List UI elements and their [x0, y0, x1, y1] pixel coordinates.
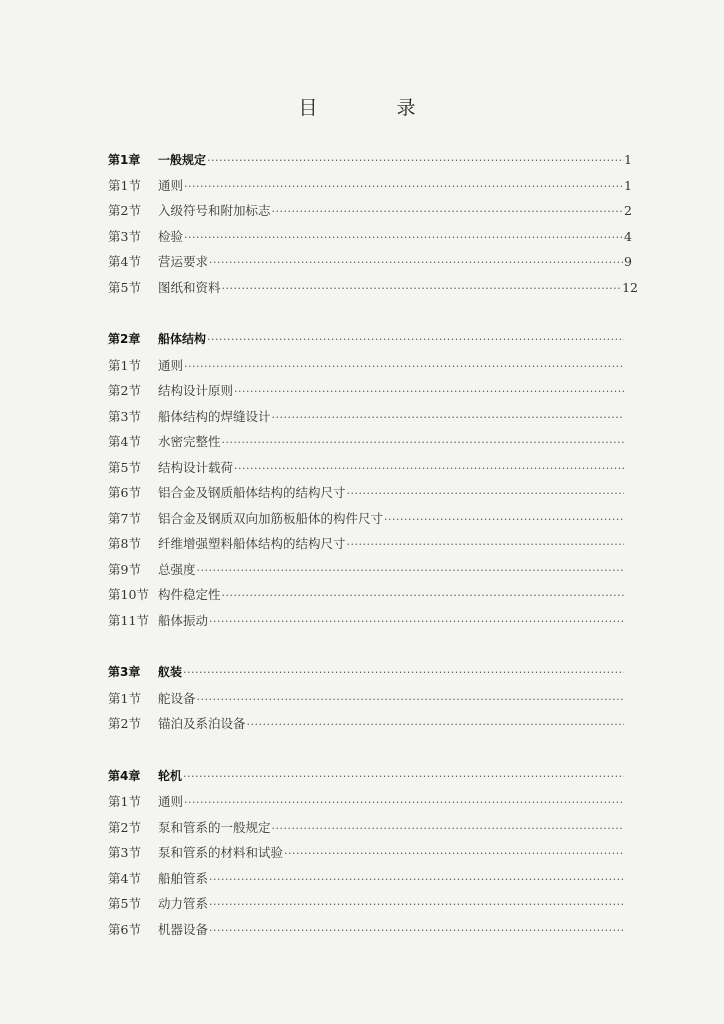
- toc-section-row[interactable]: [108, 840, 638, 866]
- chapter-number: 第2章: [108, 332, 141, 346]
- section-number: 第11节: [108, 612, 149, 628]
- toc-section-row[interactable]: [108, 249, 638, 275]
- section-number: 第1节: [108, 177, 141, 193]
- toc-section-row[interactable]: [108, 275, 638, 301]
- page-number: 1: [624, 152, 632, 167]
- dot-leader: [208, 918, 624, 944]
- section-number: 第9节: [108, 561, 141, 577]
- toc-section-row[interactable]: [108, 506, 638, 532]
- page-title: 目 录: [298, 97, 446, 119]
- section-number: 第2节: [108, 203, 141, 218]
- toc-chapter-row[interactable]: [108, 764, 638, 790]
- section-title: 检验: [158, 228, 184, 244]
- section-number: 第2节: [108, 383, 141, 398]
- chapter-title: 一般规定: [158, 153, 207, 167]
- toc-section-row[interactable]: [108, 480, 638, 506]
- chapter-gap: [108, 737, 638, 764]
- toc-section-row[interactable]: [108, 686, 638, 712]
- dot-leader: [182, 764, 624, 790]
- section-number: 第6节: [108, 921, 141, 937]
- dot-leader: [271, 405, 624, 431]
- section-title: 纤维增强塑料船体结构的结构尺寸: [158, 536, 346, 551]
- chapter-number: 第1章: [108, 153, 141, 167]
- toc-section-row[interactable]: [108, 455, 638, 481]
- section-title: 通则: [158, 177, 184, 193]
- toc-section-row[interactable]: [108, 582, 638, 608]
- dot-leader: [233, 379, 624, 405]
- dot-leader: [283, 841, 624, 867]
- section-title: 铝合金及钢质双向加筋板船体的构件尺寸: [158, 510, 384, 526]
- chapter-number: 第3章: [108, 665, 141, 679]
- chapter-gap: [108, 633, 638, 660]
- toc-section-row[interactable]: [108, 815, 638, 841]
- section-title: 船体结构的焊缝设计: [158, 408, 271, 424]
- page-number: 1: [624, 177, 632, 193]
- dot-leader: [206, 327, 624, 353]
- toc-section-row[interactable]: [108, 789, 638, 815]
- section-number: 第2节: [108, 716, 141, 731]
- section-title: 机器设备: [158, 921, 209, 937]
- section-title: 图纸和资料: [158, 279, 221, 295]
- section-title: 船舶管系: [158, 870, 209, 886]
- dot-leader: [196, 687, 624, 713]
- section-number: 第7节: [108, 510, 141, 526]
- chapter-block-1: [108, 147, 638, 300]
- toc-section-row[interactable]: [108, 353, 638, 379]
- chapter-block-3: [108, 660, 638, 737]
- section-title: 入级符号和附加标志: [158, 203, 271, 218]
- toc-section-row[interactable]: [108, 711, 638, 737]
- section-number: 第6节: [108, 485, 141, 500]
- dot-leader: [183, 225, 624, 251]
- section-number: 第10节: [108, 587, 149, 602]
- section-title: 铝合金及钢质船体结构的结构尺寸: [158, 485, 346, 500]
- section-number: 第3节: [108, 845, 141, 860]
- dot-leader: [183, 354, 624, 380]
- section-title: 水密完整性: [158, 434, 221, 449]
- section-number: 第1节: [108, 794, 141, 809]
- chapter-block-4: [108, 764, 638, 943]
- toc-section-row[interactable]: [108, 917, 638, 943]
- chapter-title: 船体结构: [158, 332, 207, 346]
- toc-section-row[interactable]: [108, 608, 638, 634]
- chapter-number: 第4章: [108, 768, 141, 783]
- section-number: 第4节: [108, 254, 141, 269]
- dot-leader: [221, 583, 624, 609]
- dot-leader: [383, 507, 624, 533]
- section-number: 第1节: [108, 357, 141, 373]
- dot-leader: [208, 609, 624, 635]
- section-number: 第5节: [108, 459, 141, 475]
- section-title: 泵和管系的材料和试验: [158, 845, 284, 860]
- section-title: 通则: [158, 794, 184, 809]
- section-number: 第1节: [108, 690, 141, 706]
- dot-leader: [182, 660, 624, 686]
- toc-section-row[interactable]: [108, 404, 638, 430]
- section-title: 构件稳定性: [158, 587, 221, 602]
- toc-section-row[interactable]: [108, 429, 638, 455]
- toc-section-row[interactable]: [108, 173, 638, 199]
- dot-leader: [196, 558, 624, 584]
- toc-section-row[interactable]: [108, 866, 638, 892]
- toc-section-row[interactable]: [108, 557, 638, 583]
- page-number: 12: [622, 279, 638, 295]
- dot-leader: [183, 174, 624, 200]
- dot-leader: [346, 481, 624, 507]
- dot-leader: [208, 892, 624, 918]
- page-number: 2: [624, 203, 632, 218]
- section-title: 结构设计原则: [158, 383, 234, 398]
- dot-leader: [208, 867, 624, 893]
- section-title: 营运要求: [158, 254, 209, 269]
- section-title: 泵和管系的一般规定: [158, 819, 271, 835]
- table-of-contents: [108, 147, 638, 942]
- dot-leader: [221, 276, 623, 302]
- section-number: 第3节: [108, 228, 141, 244]
- dot-leader: [183, 790, 624, 816]
- dot-leader: [233, 456, 624, 482]
- section-number: 第3节: [108, 408, 141, 424]
- section-number: 第4节: [108, 870, 141, 886]
- dot-leader: [206, 148, 624, 174]
- toc-section-row[interactable]: [108, 224, 638, 250]
- toc-section-row[interactable]: [108, 531, 638, 557]
- toc-section-row[interactable]: [108, 198, 638, 224]
- toc-section-row[interactable]: [108, 378, 638, 404]
- page-number: 4: [624, 228, 632, 244]
- section-title: 锚泊及系泊设备: [158, 716, 246, 731]
- toc-section-row[interactable]: [108, 891, 638, 917]
- toc-chapter-row[interactable]: [108, 327, 638, 353]
- section-title: 动力管系: [158, 896, 209, 911]
- chapter-block-2: [108, 327, 638, 633]
- dot-leader: [208, 250, 624, 276]
- section-number: 第2节: [108, 819, 141, 835]
- section-number: 第5节: [108, 279, 141, 295]
- section-title: 通则: [158, 357, 184, 373]
- dot-leader: [271, 816, 624, 842]
- section-title: 舵设备: [158, 690, 196, 706]
- dot-leader: [346, 532, 624, 558]
- section-number: 第5节: [108, 896, 141, 911]
- section-number: 第4节: [108, 434, 141, 449]
- section-title: 总强度: [158, 561, 196, 577]
- dot-leader: [246, 712, 624, 738]
- page-number: 9: [624, 254, 632, 269]
- chapter-title: 舣装: [158, 665, 183, 679]
- section-title: 结构设计载荷: [158, 459, 234, 475]
- chapter-gap: [108, 300, 638, 327]
- dot-leader: [221, 430, 624, 456]
- dot-leader: [271, 199, 624, 225]
- section-title: 船体振动: [158, 612, 209, 628]
- section-number: 第8节: [108, 536, 141, 551]
- chapter-title: 轮机: [158, 768, 183, 783]
- toc-chapter-row[interactable]: [108, 660, 638, 686]
- toc-chapter-row[interactable]: [108, 147, 638, 173]
